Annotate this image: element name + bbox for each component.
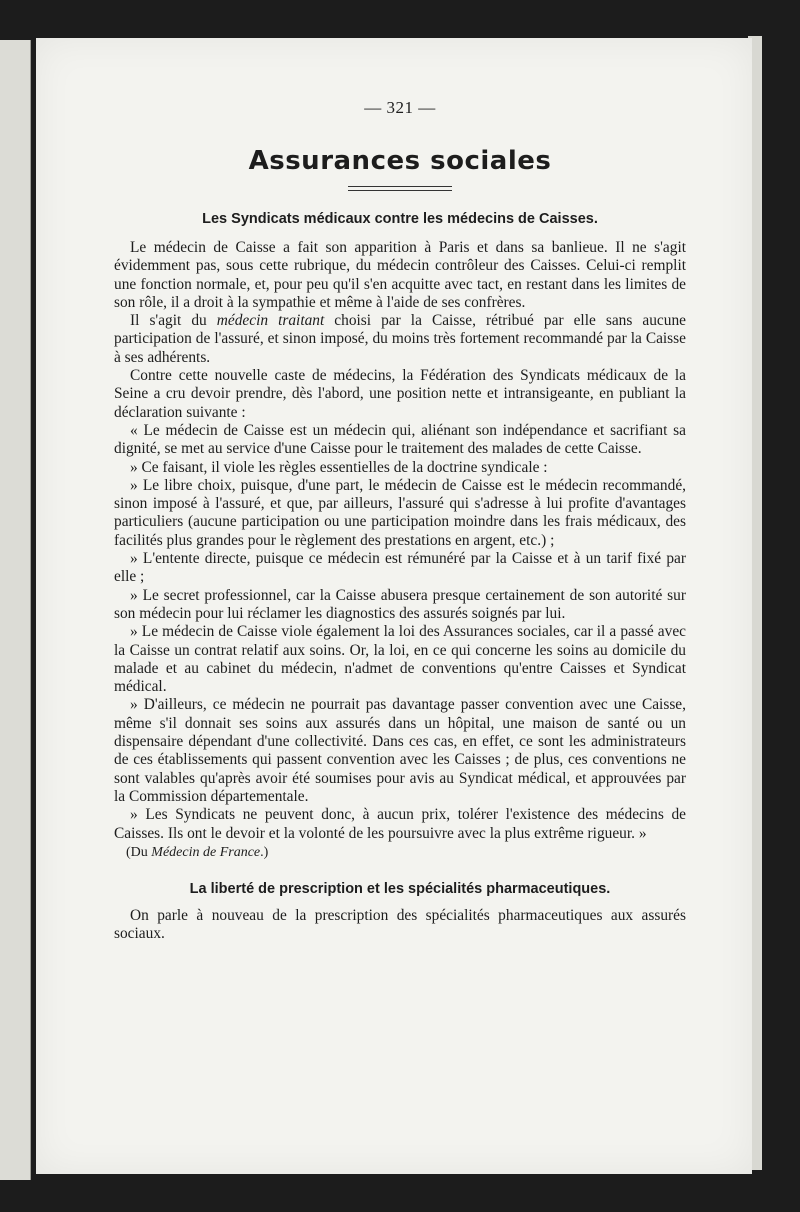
document-page <box>36 38 752 1174</box>
quoted-paragraph: » Ce faisant, il viole les règles essentielles de la doctrine syndicale : <box>130 458 548 476</box>
quoted-paragraph: » Le médecin de Caisse viole également la loi des Assurances sociales, car il a passé avec la Caisse un contrat relatif aux soins. Or, la loi, en ce qui concerne les soins au domicile du malade et au cabinet du médecin, n'admet de conventions qu'entre Caisses et Syndicat médical. <box>114 623 686 696</box>
source-citation <box>126 845 686 861</box>
source-suffix: .) <box>260 844 269 860</box>
page-content <box>114 98 686 943</box>
title-underline-rule <box>348 186 452 191</box>
paragraph-text: choisi par la Caisse, rétribué par elle sans aucune participation de l'assuré, et sinon imposé, du moins très fortement recommandé par la Caisse à ses adhérents. <box>114 312 686 366</box>
quoted-paragraph: « Le médecin de Caisse est un médecin qui, aliénant son indépendance et sacrifiant sa dignité, se met au service d'une Caisse pour le traitement des malades de cette Caisse. <box>114 421 686 458</box>
source-title: Médecin de France <box>151 844 261 860</box>
section-heading-syndicats: Les Syndicats médicaux contre les médecins de Caisses. <box>202 211 598 227</box>
paragraph-medecin-traitant <box>114 312 686 367</box>
quoted-paragraph: » L'entente directe, puisque ce médecin est rémunéré par la Caisse et à un tarif fixé par elle ; <box>114 550 686 586</box>
quoted-paragraph: » Le secret professionnel, car la Caisse abusera presque certainement de son autorité sur son médecin pour lui réclamer les diagnostics des assurés soignés par lui. <box>114 586 686 622</box>
emphasis-text: médecin traitant <box>216 312 325 330</box>
quoted-paragraph: » D'ailleurs, ce médecin ne pourrait pas davantage passer convention avec une Caisse, même s'il donnait ses soins aux assurés dans un hôpital, une maison de santé ou un dispensaire dépendant d'une collectivité. Dans ces cas, en effet, ce sont les administrateurs de ces établissements qui passent convention avec les Caisses ; de plus, ces conventions ne sont valables qu'après avoir été soumises pour avis au Syndicat médical, et approuvées par la Commission départementale. <box>114 696 686 805</box>
section-heading-prescription: La liberté de prescription et les spécialités pharmaceutiques. <box>189 880 611 897</box>
paragraph: On parle à nouveau de la prescription des spécialités pharmaceutiques aux assurés sociaux. <box>114 906 686 943</box>
facing-page-edge <box>0 40 31 1180</box>
page-number: — 321 — <box>364 98 436 117</box>
paragraph-text: Il s'agit du <box>130 312 217 330</box>
source-prefix: (Du <box>126 844 152 860</box>
quoted-paragraph: » Le libre choix, puisque, d'une part, le médecin de Caisse est le médecin recommandé, sinon imposé à l'assuré, et que, par ailleurs, l'assuré qui s'adresse à lui profite d'avantages particuliers (aucune participation ou une participation moindre dans les frais médicaux, des facilités plus grandes pour le règlement des prestations en argent, etc.) ; <box>114 476 686 549</box>
paragraph: Le médecin de Caisse a fait son apparition à Paris et dans sa banlieue. Il ne s'agit évidemment pas, sous cette rubrique, du médecin contrôleur des Caisses. Celui-ci remplit une fonction normale, et, pour peu qu'il s'en acquitte avec tact, en restant dans les limites de son rôle, il a droit à la sympathie et même à l'aide de ses confrères. <box>114 239 686 311</box>
page-title: Assurances sociales <box>248 146 552 176</box>
quoted-paragraph: » Les Syndicats ne peuvent donc, à aucun prix, tolérer l'existence des médecins de Caisses. Ils ont le devoir et la volonté de les poursuivre avec la plus extrême rigueur. » <box>114 806 686 842</box>
paragraph: Contre cette nouvelle caste de médecins, la Fédération des Syndicats médicaux de la Seine a cru devoir prendre, dès l'abord, une position nette et intransigeante, en publiant la déclaration suivante : <box>114 367 686 421</box>
